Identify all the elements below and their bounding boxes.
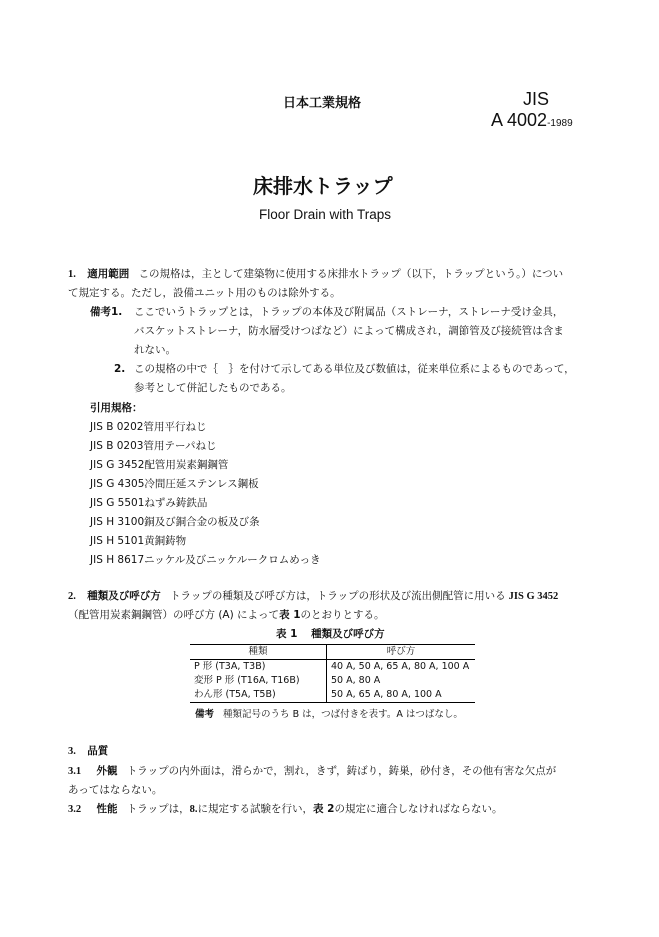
- section-2-number: 2.: [68, 591, 76, 602]
- reference-code: JIS B 0203: [90, 440, 144, 452]
- section-3-1-line-1: [68, 762, 556, 781]
- table-1: [190, 644, 475, 703]
- section-2-ref-jis: JIS G 3452: [508, 591, 559, 602]
- remarks-label: 備考1.: [90, 306, 123, 318]
- section-3-2-line: [68, 800, 502, 819]
- section-3-2-heading: 性能: [96, 803, 118, 815]
- section-2-heading: 種類及び呼び方: [87, 590, 161, 602]
- section-3-2-table-ref: 表 2: [312, 803, 335, 815]
- reference-item: [90, 456, 228, 475]
- table-cell: 40 A, 50 A, 65 A, 80 A, 100 A: [331, 661, 470, 672]
- reference-code: JIS G 4305: [90, 478, 145, 490]
- remark-1-line-3: れない。: [134, 344, 176, 356]
- title-ja: 床排水トラップ: [253, 174, 393, 198]
- section-3-1-line-2: あってはならない。: [68, 784, 163, 796]
- section-3-number: 3.: [68, 746, 76, 757]
- section-3-1-heading: 外観: [96, 765, 118, 777]
- reference-item: [90, 418, 206, 437]
- table-1-title: 種類及び呼び方: [311, 628, 385, 640]
- section-3-2-text-e: の規定に適合しなければならない。: [334, 803, 503, 815]
- references-label: 引用規格：: [90, 402, 143, 414]
- reference-item: [90, 437, 216, 456]
- table-1-number: 表 1: [276, 628, 298, 640]
- remark-2-line-1: この規格の中で｛ ｝を付けて示してある単位及び数値は，従来単位系によるものであって，: [134, 363, 575, 375]
- table-1-note: [195, 706, 463, 720]
- section-2-table-ref: 表 1: [279, 609, 301, 621]
- standard-org: 日本工業規格: [283, 96, 362, 111]
- table-header-row: [190, 645, 475, 660]
- reference-name: ねずみ鋳鉄品: [144, 497, 208, 509]
- table-row: [190, 660, 475, 675]
- reference-item: [90, 475, 259, 494]
- section-1-heading: 適用範囲: [87, 268, 130, 280]
- table-1-caption: [276, 625, 385, 644]
- reference-code: JIS H 3100: [90, 516, 145, 528]
- table-cell: 変形 P 形 (T16A, T16B): [190, 674, 327, 688]
- section-2-text-2c: のとおりとする。: [300, 609, 385, 621]
- reference-code: JIS G 3452: [90, 459, 145, 471]
- standard-number-code: A 4002: [491, 110, 548, 130]
- reference-name: 銅及び銅合金の板及び条: [144, 516, 260, 528]
- reference-name: 配管用炭素鋼鋼管: [144, 459, 229, 471]
- table-1-note-text: 種類記号のうち B は，つば付きを表す。A はつばなし。: [223, 709, 463, 720]
- table-cell: 50 A, 80 A: [331, 675, 381, 686]
- table-1-note-label: 備考: [195, 709, 215, 720]
- reference-item: [90, 513, 260, 532]
- table-header-cell: 呼び方: [327, 645, 476, 660]
- remark-2-number: 2.: [114, 363, 126, 375]
- table-header-cell: 種類: [190, 645, 327, 660]
- section-3-1-number: 3.1: [68, 766, 82, 777]
- reference-name: ニッケル及びニッケルークロムめっき: [144, 554, 321, 566]
- remark-1-line-2: バスケットストレーナ，防水層受けつばなど）によって構成され，調節管及び接続管は含ま: [134, 325, 564, 337]
- reference-name: 管用テーパねじ: [143, 440, 217, 452]
- section-2-text: トラップの種類及び呼び方は，トラップの形状及び流出側配管に用いる: [170, 590, 506, 602]
- jis-label: JIS: [523, 89, 550, 109]
- section-3-heading: 品質: [87, 745, 109, 757]
- reference-name: 管用平行ねじ: [143, 421, 207, 433]
- standard-number: [491, 110, 573, 131]
- section-1-text: この規格は，主として建築物に使用する床排水トラップ（以下，トラップという。）につい: [138, 268, 564, 280]
- table-cell: P 形 (T3A, T3B): [190, 660, 327, 675]
- table-cell: わん形 (T5A, T5B): [190, 688, 327, 703]
- reference-item: [90, 551, 321, 570]
- table-row: [190, 674, 475, 688]
- table-cell: 50 A, 65 A, 80 A, 100 A: [327, 688, 476, 703]
- table-row: [190, 688, 475, 703]
- reference-name: 冷間圧延ステンレス鋼板: [144, 478, 259, 490]
- section-3-heading-line: [68, 742, 108, 761]
- reference-code: JIS H 8617: [90, 554, 145, 566]
- section-1-number: 1.: [68, 269, 76, 280]
- section-1-line-2: て規定する。ただし，設備ユニット用のものは除外する。: [68, 287, 341, 299]
- reference-code: JIS H 5101: [90, 535, 145, 547]
- section-3-2-clause-ref: 8.: [189, 804, 198, 815]
- section-2-line-2: [68, 606, 385, 625]
- reference-code: JIS B 0202: [90, 421, 144, 433]
- title-en: Floor Drain with Traps: [259, 207, 392, 222]
- section-3-2-text-a: トラップは，: [126, 803, 190, 815]
- section-1-line-1: [68, 265, 563, 284]
- remark-1-line-1: ここでいうトラップとは，トラップの本体及び附属品（ストレーナ，ストレーナ受け金具，: [134, 306, 564, 318]
- section-3-1-text: トラップの内外面は，滑らかで，割れ，きず，鋳ばり，鋳巣，砂付き，その他有害な欠点が: [126, 765, 557, 777]
- section-2-text-2a: （配管用炭素鋼鋼管）の呼び方 (A) によって: [68, 609, 280, 621]
- remark-2-line-2: 参考として併記したものである。: [134, 382, 292, 394]
- section-2-line-1: [68, 587, 558, 606]
- reference-code: JIS G 5501: [90, 497, 145, 509]
- reference-name: 黄銅鋳物: [144, 535, 187, 547]
- section-3-2-text-c: に規定する試験を行い，: [197, 803, 313, 815]
- reference-item: [90, 494, 207, 513]
- reference-item: [90, 532, 186, 551]
- section-3-2-number: 3.2: [68, 804, 82, 815]
- standard-year: -1989: [547, 118, 573, 129]
